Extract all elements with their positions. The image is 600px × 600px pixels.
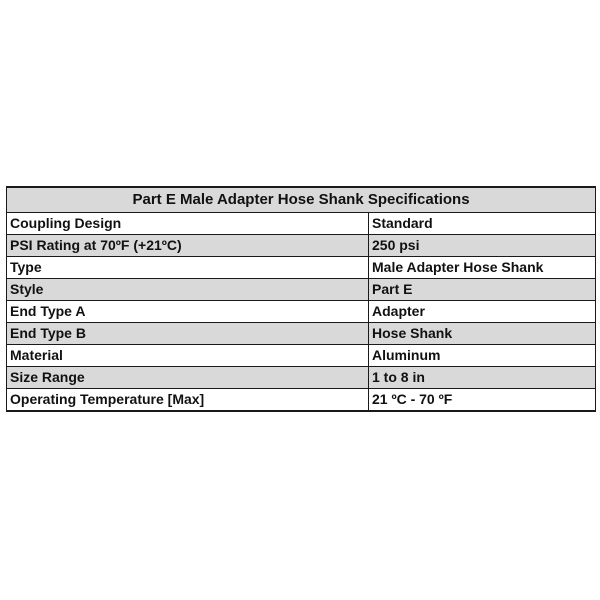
table-row [7,345,596,367]
table-title: Part E Male Adapter Hose Shank Specifications [7,187,596,213]
table-row [7,301,596,323]
table-row [7,367,596,389]
table-row [7,279,596,301]
table-row [7,323,596,345]
spec-label: Coupling Design [7,213,369,235]
spec-value: 250 psi [369,235,596,257]
specifications-table [6,186,596,412]
spec-value: Adapter [369,301,596,323]
table-row [7,257,596,279]
table-row [7,389,596,412]
spec-value: Part E [369,279,596,301]
spec-label: Size Range [7,367,369,389]
spec-value: Male Adapter Hose Shank [369,257,596,279]
table-body [7,213,596,412]
table-row [7,213,596,235]
spec-value: 21 ºC - 70 ºF [369,389,596,412]
table-row [7,235,596,257]
spec-label: End Type A [7,301,369,323]
spec-label: Style [7,279,369,301]
spec-value: Aluminum [369,345,596,367]
spec-value: 1 to 8 in [369,367,596,389]
spec-label: PSI Rating at 70ºF (+21ºC) [7,235,369,257]
spec-label: End Type B [7,323,369,345]
table-title-row [7,187,596,213]
spec-label: Type [7,257,369,279]
spec-label: Material [7,345,369,367]
spec-value: Hose Shank [369,323,596,345]
spec-label: Operating Temperature [Max] [7,389,369,412]
spec-value: Standard [369,213,596,235]
